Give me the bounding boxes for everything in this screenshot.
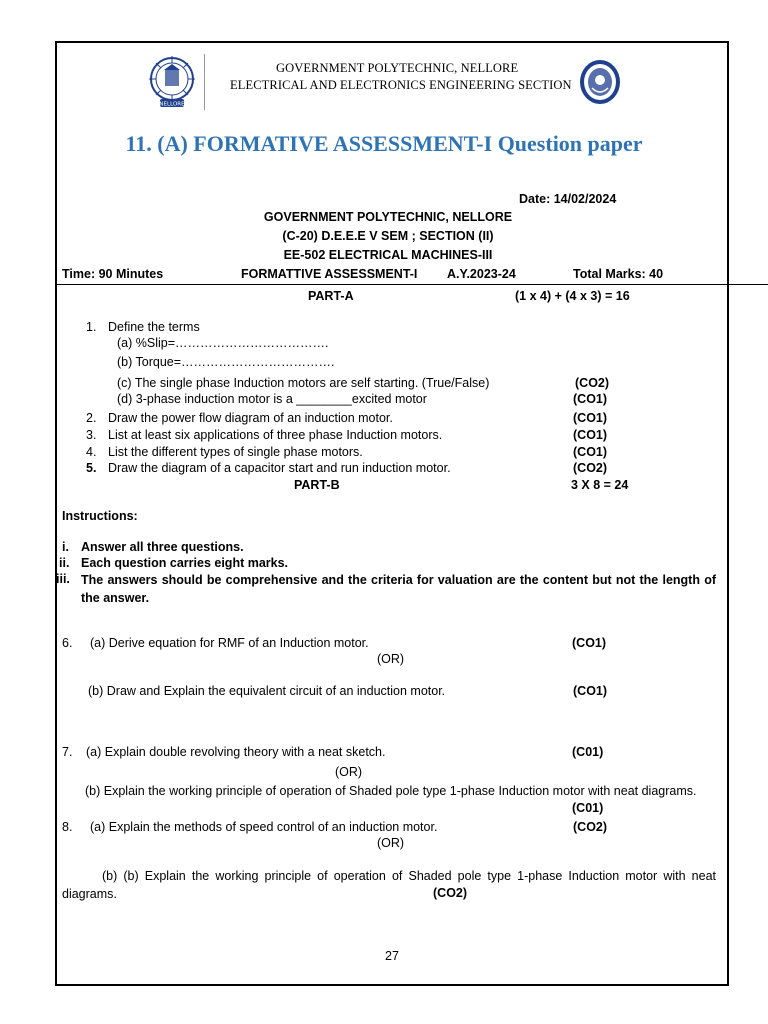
subject-name: EE-502 ELECTRICAL MACHINES-III xyxy=(283,248,493,262)
q6-number: 6. xyxy=(62,636,73,650)
course-info: (C-20) D.E.E.E V SEM ; SECTION (II) xyxy=(282,229,494,243)
q1-c: (c) The single phase Induction motors are self starting. (True/False) xyxy=(117,376,490,390)
seal-label: NELLORE xyxy=(159,101,185,108)
q8-number: 8. xyxy=(62,820,73,834)
instructions-label: Instructions: xyxy=(62,509,138,523)
q1-text: Define the terms xyxy=(108,320,200,334)
exam-time: Time: 90 Minutes xyxy=(62,267,164,281)
q5-text: Draw the diagram of a capacitor start and run induction motor. xyxy=(108,461,451,475)
q1-d-co: (CO1) xyxy=(573,392,608,406)
q5-co: (CO2) xyxy=(573,461,608,475)
q7-b: (b) Explain the working principle of operation of Shaded pole type 1-phase Induction motor with neat diagrams. xyxy=(85,784,697,798)
q2-number: 2. xyxy=(86,411,97,425)
q2-text: Draw the power flow diagram of an induction motor. xyxy=(108,411,393,425)
q3-number: 3. xyxy=(86,428,97,442)
part-a-marks: (1 x 4) + (4 x 3) = 16 xyxy=(515,289,630,303)
q1-a: (a) %Slip=………………………………. xyxy=(117,336,329,350)
instruction-text: Answer all three questions. xyxy=(81,540,244,554)
q6-b-co: (CO1) xyxy=(573,684,608,698)
instruction-number: ii. xyxy=(59,556,70,570)
header-line1: GOVERNMENT POLYTECHNIC, NELLORE xyxy=(276,61,519,75)
q7-b-wrap xyxy=(86,783,714,801)
q4-number: 4. xyxy=(86,445,97,459)
total-marks: Total Marks: 40 xyxy=(573,267,664,281)
q1-c-co: (CO2) xyxy=(575,376,610,390)
exam-name: FORMATTIVE ASSESSMENT-I xyxy=(241,267,418,281)
q7-a: (a) Explain double revolving theory with a neat sketch. xyxy=(86,745,386,759)
part-a-title: PART-A xyxy=(308,289,354,303)
q6-b: (b) Draw and Explain the equivalent circuit of an induction motor. xyxy=(88,684,446,698)
part-b-marks: 3 X 8 = 24 xyxy=(571,478,629,492)
instruction-text: Each question carries eight marks. xyxy=(81,556,289,570)
instruction-number: i. xyxy=(62,540,69,554)
q4-co: (CO1) xyxy=(573,445,608,459)
q7-b-co: (C01) xyxy=(572,801,604,815)
instruction-number: iii. xyxy=(56,572,70,586)
college-name: GOVERNMENT POLYTECHNIC, NELLORE xyxy=(263,210,513,224)
college-seal-right xyxy=(578,58,622,106)
page-title: 11. (A) FORMATIVE ASSESSMENT-I Question paper xyxy=(125,131,643,156)
header-line2: ELECTRICAL AND ELECTRONICS ENGINEERING SECTION xyxy=(230,78,572,92)
header-text xyxy=(230,60,572,94)
page-number: 27 xyxy=(385,949,399,963)
q5-number: 5. xyxy=(86,461,97,475)
q7-a-co: (C01) xyxy=(572,745,604,759)
q1-b: (b) Torque=………………………………. xyxy=(117,355,335,369)
q4-text: List the different types of single phase motors. xyxy=(108,445,363,459)
academic-year: A.Y.2023-24 xyxy=(447,267,516,281)
q8-a: (a) Explain the methods of speed control of an induction motor. xyxy=(90,820,438,834)
q8-b-co: (CO2) xyxy=(433,886,468,900)
header-divider xyxy=(204,54,205,110)
q6-a-co: (CO1) xyxy=(572,636,607,650)
q8-a-co: (CO2) xyxy=(573,820,608,834)
q6-a: (a) Derive equation for RMF of an Induction motor. xyxy=(90,636,369,650)
q3-co: (CO1) xyxy=(573,428,608,442)
q3-text: List at least six applications of three phase Induction motors. xyxy=(108,428,443,442)
q8-or: (OR) xyxy=(377,836,405,850)
college-seal-left xyxy=(148,52,196,110)
q1-number: 1. xyxy=(86,320,97,334)
part-b-title: PART-B xyxy=(294,478,340,492)
q1-d: (d) 3-phase induction motor is a ________excited motor xyxy=(117,392,427,406)
q2-co: (CO1) xyxy=(573,411,608,425)
q8-b: (b) (b) Explain the working principle of operation of Shaded pole type 1-phase Induction motor with neat diagrams. xyxy=(62,869,716,901)
q7-or: (OR) xyxy=(335,765,363,779)
info-divider xyxy=(57,284,768,285)
instruction-text: The answers should be comprehensive and the criteria for valuation are the content but not the length of the answer. xyxy=(81,573,716,605)
exam-date: Date: 14/02/2024 xyxy=(519,192,617,206)
q7-number: 7. xyxy=(62,745,73,759)
q6-or: (OR) xyxy=(377,652,405,666)
